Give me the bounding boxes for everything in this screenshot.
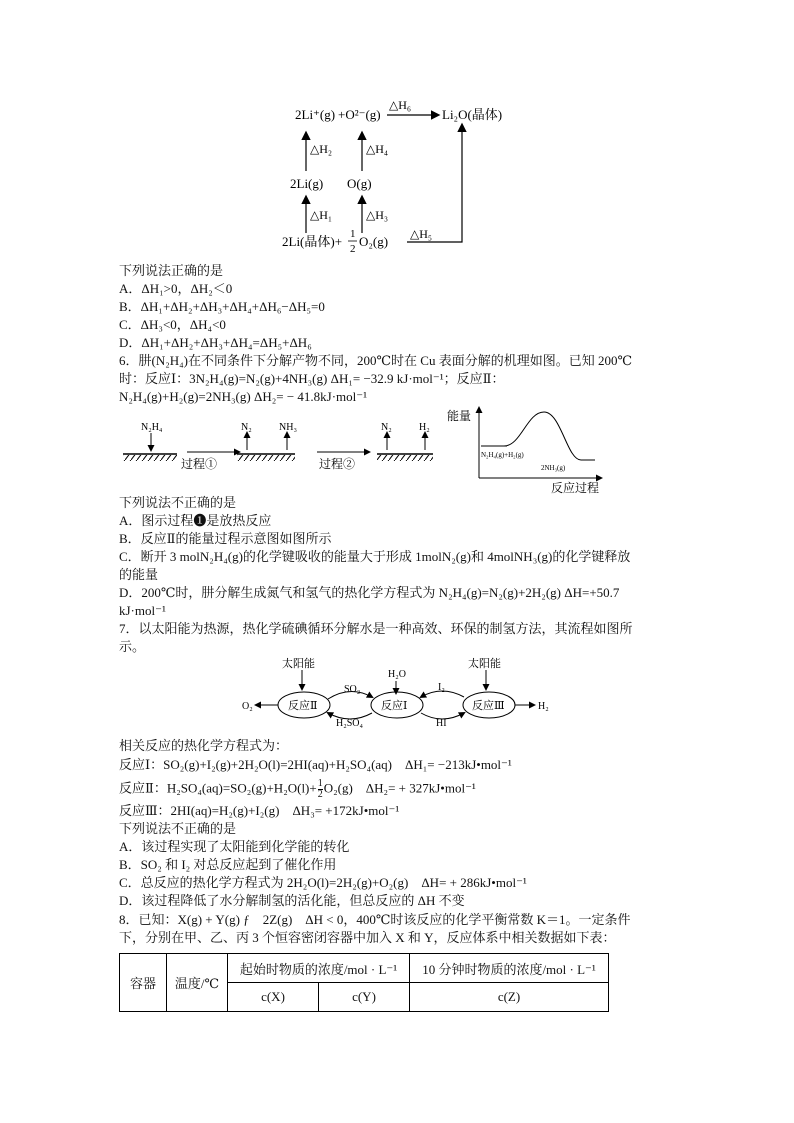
q8-data-table bbox=[119, 953, 609, 1012]
q7-option-d: D．该过程降低了水分解制氢的活化能，但总反应的 ΔH 不变 bbox=[119, 893, 465, 908]
cycle-li2o: Li₂O(晶体) bbox=[442, 107, 503, 122]
q6-option-a: A．图示过程❶是放热反应 bbox=[119, 513, 272, 528]
fig6-process2: 过程② bbox=[319, 457, 356, 471]
q8-line1: 8．已知：X(g) + Y(g) ƒ 2Z(g) ΔH < 0，400℃时该反应的化学平衡常数 K＝1。一定条件 bbox=[119, 912, 631, 927]
q6-line3: N₂H₄(g)+H₂(g)=2NH₃(g) ΔH₂= − 41.8kJ·mol⁻¹ bbox=[119, 389, 368, 404]
fig7-h2o: H₂O bbox=[388, 669, 406, 680]
q7-line2: 示。 bbox=[119, 639, 146, 654]
th-10min-conc: 10 分钟时物质的浓度/mol · L⁻¹ bbox=[410, 954, 609, 983]
q7-option-c: C．总反应的热化学方程式为 2H₂O(l)=2H₂(g)+O₂(g) ΔH= + 286kJ•mol⁻¹ bbox=[119, 875, 527, 890]
fig7-reaction3: 反应Ⅲ bbox=[472, 700, 505, 712]
q5-prompt: 下列说法正确的是 bbox=[119, 263, 224, 278]
label-dh5: △H₅ bbox=[410, 227, 433, 241]
fig6-h2: H₂ bbox=[419, 422, 430, 433]
th-initial-conc: 起始时物质的浓度/mol · L⁻¹ bbox=[228, 954, 410, 983]
fig7-reaction2: 反应Ⅱ bbox=[288, 700, 318, 712]
q5-option-a: A．ΔH₁>0，ΔH₂＜0 bbox=[119, 281, 233, 296]
eq2-frac-den: 2 bbox=[317, 789, 323, 800]
cycle-top-li: 2Li⁺(g) bbox=[295, 107, 336, 122]
th-cz: c(Z) bbox=[410, 983, 609, 1012]
frac-num: 1 bbox=[350, 228, 356, 240]
q6-option-c1: C．断开 3 molN₂H₄(g)的化学键吸收的能量大于形成 1molN₂(g)和 4molNH₃(g)的化学键释放 bbox=[119, 549, 631, 564]
label-dh2: △H₂ bbox=[310, 142, 333, 156]
fig6-n2h4: N₂H₄ bbox=[141, 422, 163, 433]
fig6-progress-label: 反应过程 bbox=[551, 481, 600, 495]
q7-eq-title: 相关反应的热化学方程式为： bbox=[119, 738, 289, 753]
q5-option-d: D．ΔH₁+ΔH₂+ΔH₃+ΔH₄=ΔH₅+ΔH₆ bbox=[119, 335, 312, 350]
fig7-sun2: 太阳能 bbox=[468, 658, 501, 670]
q7-option-b: B．SO₂ 和 I₂ 对总反应起到了催化作用 bbox=[119, 857, 337, 872]
q6-option-d1: D．200℃时，肼分解生成氮气和氢气的热化学方程式为 N₂H₄(g)=N₂(g)+2H₂(g) ΔH=+50.7 bbox=[119, 585, 620, 600]
q6-option-d2: kJ·mol⁻¹ bbox=[119, 603, 166, 618]
th-cx: c(X) bbox=[228, 983, 319, 1012]
q7-eq3: 反应Ⅲ：2HI(aq)=H₂(g)+I₂(g) ΔH₃= +172kJ•mol⁻¹ bbox=[119, 803, 400, 818]
th-container: 容器 bbox=[120, 954, 167, 1012]
fig7-sun1: 太阳能 bbox=[282, 658, 315, 670]
q7-eq2: 反应Ⅱ：H₂SO₄(aq)=SO₂(g)+H₂O(l)+ $\frac{1}{2}$ O₂(g) ΔH₂= + 327kJ•mol⁻¹ bbox=[119, 778, 476, 800]
q7-prompt: 下列说法不正确的是 bbox=[119, 821, 237, 836]
fig7-so2: SO₂ bbox=[344, 684, 361, 695]
th-cy: c(Y) bbox=[319, 983, 410, 1012]
born-haber-cycle-diagram bbox=[270, 95, 520, 260]
fig7-h2: H₂ bbox=[538, 701, 549, 712]
label-dh4: △H₄ bbox=[366, 142, 389, 156]
fig6-process1: 过程① bbox=[181, 457, 218, 471]
q6-option-b: B．反应Ⅱ的能量过程示意图如图所示 bbox=[119, 531, 332, 546]
cycle-bot-li: 2Li(晶体)+ bbox=[282, 234, 343, 249]
th-temperature: 温度/℃ bbox=[167, 954, 228, 1012]
q8-line2: 下，分别在甲、乙、丙 3 个恒容密闭容器中加入 X 和 Y，反应体系中相关数据如下表： bbox=[119, 930, 616, 945]
fig6-n2a: N₂ bbox=[241, 422, 252, 433]
fig6-nh3: NH₃ bbox=[279, 422, 297, 433]
eq2-frac-num: 1 bbox=[317, 778, 323, 789]
cycle-top-o: +O²⁻(g) bbox=[338, 107, 381, 122]
fig6-n2b: N₂ bbox=[381, 422, 392, 433]
label-dh1: △H₁ bbox=[310, 208, 333, 222]
q5-option-b: B．ΔH₁+ΔH₂+ΔH₃+ΔH₄+ΔH₆−ΔH₅=0 bbox=[119, 299, 325, 314]
fig6-energy-label: 能量 bbox=[447, 409, 472, 423]
q7-line1: 7．以太阳能为热源，热化学硫碘循环分解水是一种高效、环保的制氢方法，其流程如图所 bbox=[119, 621, 633, 636]
q6-option-c2: 的能量 bbox=[119, 567, 159, 582]
fig7-reaction1: 反应Ⅰ bbox=[381, 700, 408, 712]
cycle-mid-o: O(g) bbox=[347, 176, 372, 191]
fig7-i2: I₂ bbox=[438, 682, 445, 693]
fig7-h2so4: H₂SO₄ bbox=[336, 718, 363, 729]
fig6-reactants: N₂H₄(g)+H₂(g) bbox=[481, 451, 524, 459]
cycle-bot-o2: O₂(g) bbox=[359, 234, 389, 249]
fig7-o2: O₂ bbox=[242, 701, 253, 712]
sulfur-iodine-cycle-diagram bbox=[230, 655, 570, 737]
arrow-dh5 bbox=[407, 125, 462, 242]
q7-option-a: A．该过程实现了太阳能到化学能的转化 bbox=[119, 839, 350, 854]
q7-eq1: 反应Ⅰ：SO₂(g)+I₂(g)+2H₂O(l)=2HI(aq)+H₂SO₄(aq) ΔH₁= −213kJ•mol⁻¹ bbox=[119, 757, 512, 772]
q5-option-c: C．ΔH₃<0，ΔH₄<0 bbox=[119, 317, 226, 332]
cycle-mid-li: 2Li(g) bbox=[290, 176, 324, 191]
hydrazine-mechanism-diagram bbox=[119, 404, 619, 496]
q6-prompt: 下列说法不正确的是 bbox=[119, 495, 237, 510]
q6-line2: 时：反应Ⅰ：3N₂H₄(g)=N₂(g)+4NH₃(g) ΔH₁= −32.9 kJ·mol⁻¹；反应Ⅱ： bbox=[119, 371, 505, 386]
frac-den: 2 bbox=[350, 243, 356, 255]
label-dh6: △H₆ bbox=[389, 98, 412, 112]
label-dh3: △H₃ bbox=[366, 208, 389, 222]
q6-line1: 6．肼(N₂H₄)在不同条件下分解产物不同，200℃时在 Cu 表面分解的机理如图。已知 200℃ bbox=[119, 353, 633, 368]
fig6-products: 2NH₃(g) bbox=[541, 464, 566, 472]
fig7-hi: HI bbox=[436, 718, 447, 729]
